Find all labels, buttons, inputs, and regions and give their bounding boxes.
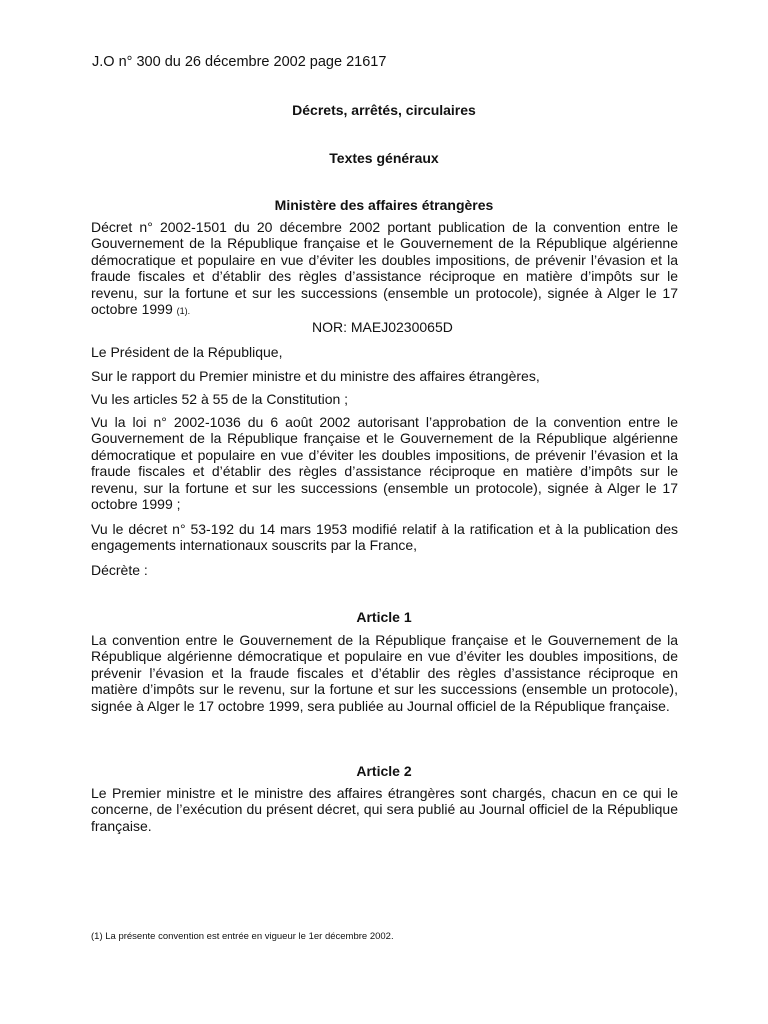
article-1-body: La convention entre le Gouvernement de la République française et le Gouvernement de la République algérienne démocratique et populaire en vue d’éviter les doubles impositions, de prévenir l’évasion et la fraude fiscales et d’établir des règles d’assistance réciproque en matière d’impôts sur le revenu, sur la fortune et sur les successions (ensemble un protocole), signée à Alger le 17 octobre 1999, sera publiée au Journal officiel de la République française. <box>91 632 678 714</box>
decree-title-text: Décret n° 2002-1501 du 20 décembre 2002 portant publication de la convention entre le Gouvernement de la République française et le Gouvernement de la République algérienne démocratique et populaire en vue d’éviter les doubles impositions, de prévenir l’évasion et la fraude fiscales et d’établir des règles d’assistance réciproque en matière d’impôts sur le revenu, sur la fortune et sur les successions (ensemble un protocole), signée à Alger le 17 octobre 1999 <box>91 219 678 318</box>
ministry-heading: Ministère des affaires étrangères <box>274 197 494 213</box>
article-2-body: Le Premier ministre et le ministre des affaires étrangères sont chargés, chacun en ce qui le concerne, de l’exécution du présent décret, qui sera publié au Journal officiel de la République française. <box>91 785 678 834</box>
footnote: (1) La présente convention est entrée en vigueur le 1er décembre 2002. <box>91 931 394 942</box>
decret-1953-paragraph: Vu le décret n° 53-192 du 14 mars 1953 modifié relatif à la ratification et à la publication des engagements internationaux souscrits par la France, <box>91 521 678 554</box>
footnote-reference: (1). <box>176 306 191 317</box>
jo-reference: J.O n° 300 du 26 décembre 2002 page 21617 <box>92 54 387 70</box>
rapport-line: Sur le rapport du Premier ministre et du ministre des affaires étrangères, <box>91 368 540 384</box>
loi-paragraph: Vu la loi n° 2002-1036 du 6 août 2002 autorisant l’approbation de la convention entre le Gouvernement de la République française et le Gouvernement de la République algérienne démocratique et populaire en vue d’éviter les doubles impositions, de prévenir l’évasion et la fraude fiscales et d’établir des règles d’assistance réciproque en matière d’impôts sur le revenu, sur la fortune et sur les successions (ensemble un protocole), signée à Alger le 17 octobre 1999 ; <box>91 414 678 513</box>
article-2-title: Article 2 <box>356 763 412 779</box>
nor-number: NOR: MAEJ0230065D <box>312 319 453 335</box>
subsection-heading: Textes généraux <box>329 150 439 166</box>
president-line: Le Président de la République, <box>91 344 283 360</box>
article-1-title: Article 1 <box>356 609 412 625</box>
decree-title <box>91 219 678 319</box>
decrete-line: Décrète : <box>91 562 148 578</box>
section-heading: Décrets, arrêtés, circulaires <box>292 102 476 118</box>
constitution-line: Vu les articles 52 à 55 de la Constitution ; <box>91 391 349 407</box>
